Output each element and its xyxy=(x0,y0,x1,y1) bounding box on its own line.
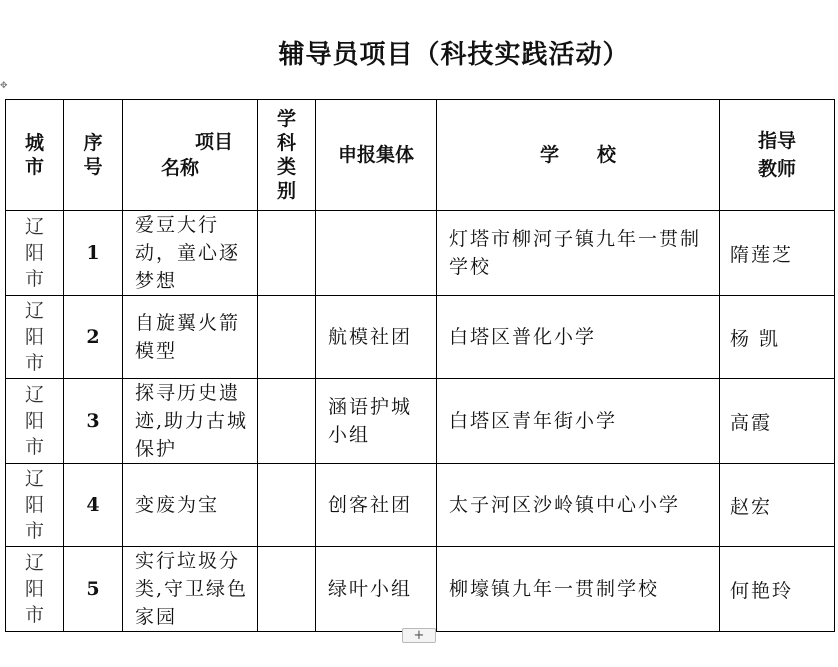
header-group: 申报集体 xyxy=(316,100,437,211)
table-header-row xyxy=(6,100,835,211)
cell-seq[interactable]: 3 xyxy=(64,379,123,464)
header-school: 学 校 xyxy=(437,100,720,211)
cell-subject[interactable] xyxy=(258,211,316,296)
cell-school[interactable]: 灯塔市柳河子镇九年一贯制学校 xyxy=(437,211,720,296)
header-city: 城市 xyxy=(6,100,64,211)
cell-project[interactable]: 实行垃圾分类,守卫绿色家园 xyxy=(123,547,258,632)
cell-group[interactable] xyxy=(316,211,437,296)
cell-subject[interactable] xyxy=(258,379,316,464)
cell-city[interactable]: 辽阳市 xyxy=(6,547,64,632)
cell-project[interactable]: 变废为宝 xyxy=(123,464,258,547)
add-row-button[interactable] xyxy=(402,628,436,643)
cell-group[interactable]: 创客社团 xyxy=(316,464,437,547)
cell-teacher[interactable]: 隋莲芝 xyxy=(720,211,835,296)
table-row xyxy=(6,296,835,379)
header-seq: 序号 xyxy=(64,100,123,211)
table-row xyxy=(6,547,835,632)
table-row xyxy=(6,211,835,296)
cell-school[interactable]: 白塔区普化小学 xyxy=(437,296,720,379)
cell-city[interactable]: 辽阳市 xyxy=(6,464,64,547)
header-project xyxy=(123,100,258,211)
move-handle-icon[interactable]: ✥ xyxy=(0,81,8,91)
cell-city[interactable]: 辽阳市 xyxy=(6,211,64,296)
header-subject: 学科类别 xyxy=(258,100,316,211)
cell-school[interactable]: 柳壕镇九年一贯制学校 xyxy=(437,547,720,632)
header-project-line2: 名称 xyxy=(160,157,199,179)
cell-project[interactable]: 爱豆大行动，童心逐梦想 xyxy=(123,211,258,296)
cell-group[interactable]: 绿叶小组 xyxy=(316,547,437,632)
cell-teacher[interactable]: 何艳玲 xyxy=(720,547,835,632)
plus-icon: + xyxy=(413,628,425,643)
cell-teacher[interactable]: 高霞 xyxy=(720,379,835,464)
cell-group[interactable]: 航模社团 xyxy=(316,296,437,379)
cell-seq[interactable]: 1 xyxy=(64,211,123,296)
cell-seq[interactable]: 4 xyxy=(64,464,123,547)
page-title: 辅导员项目（科技实践活动） xyxy=(278,40,630,70)
cell-school[interactable]: 太子河区沙岭镇中心小学 xyxy=(437,464,720,547)
cell-city[interactable]: 辽阳市 xyxy=(6,296,64,379)
table-row xyxy=(6,379,835,464)
cell-subject[interactable] xyxy=(258,296,316,379)
cell-seq[interactable]: 5 xyxy=(64,547,123,632)
cell-project[interactable]: 自旋翼火箭模型 xyxy=(123,296,258,379)
project-table xyxy=(5,99,835,632)
cell-teacher[interactable]: 杨 凯 xyxy=(720,296,835,379)
cell-group[interactable]: 涵语护城小组 xyxy=(316,379,437,464)
cell-school[interactable]: 白塔区青年街小学 xyxy=(437,379,720,464)
table-row xyxy=(6,464,835,547)
cell-project[interactable]: 探寻历史遗迹,助力古城保护 xyxy=(123,379,258,464)
cell-seq[interactable]: 2 xyxy=(64,296,123,379)
header-teacher: 指导教师 xyxy=(720,100,835,211)
cell-subject[interactable] xyxy=(258,547,316,632)
cell-teacher[interactable]: 赵宏 xyxy=(720,464,835,547)
cell-city[interactable]: 辽阳市 xyxy=(6,379,64,464)
cell-subject[interactable] xyxy=(258,464,316,547)
header-project-line1: 项目 xyxy=(194,131,233,153)
